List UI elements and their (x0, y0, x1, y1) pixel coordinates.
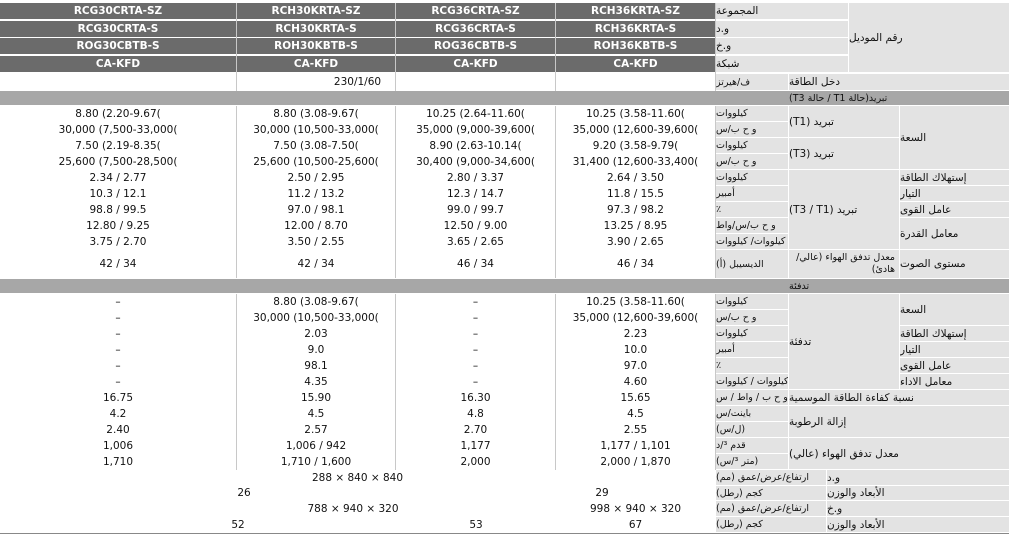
airflow-value: 1,006 (102, 439, 134, 452)
heating-capacity-unit: كيلووات (716, 294, 788, 309)
outdoor-weight-value: 52 (231, 518, 245, 531)
column-divider (236, 3, 237, 91)
model-row-label: المجموعة (716, 3, 848, 19)
indoor-weight-value: 26 (237, 487, 251, 499)
column-divider (715, 106, 716, 278)
model-number-cell: RCG30CRTA-SZ (0, 3, 236, 19)
cooling-value: 3.75 / 2.70 (89, 235, 147, 248)
cooling-value: 3.50 / 2.55 (287, 235, 345, 248)
heating-row-label: التيار (900, 342, 1009, 357)
heating-unit: ٪ (716, 358, 788, 373)
heating-capacity-value: 30,000 (10,500-33,000( (253, 311, 379, 324)
column-divider (555, 3, 556, 91)
sound-label: مستوى الصوت (900, 250, 1009, 278)
seasonal-value: 16.30 (460, 391, 491, 404)
cooling-capacity-value: 7.50 (3.08-7.50( (273, 139, 359, 152)
sound-value: 42 / 34 (297, 258, 335, 270)
heating-row-label: إستهلاك الطاقة (900, 326, 1009, 341)
cooling-value: 3.90 / 2.65 (607, 235, 664, 248)
seasonal-value: 15.90 (300, 391, 332, 404)
cooling-unit: أمبير (716, 186, 788, 201)
cooling-capacity-value: 35,000 (12,600-39,600( (572, 123, 699, 136)
seasonal-label: نسبة كفاءة الطاقة الموسمية (789, 390, 1009, 405)
indoor-dims-value: 288 × 840 × 840 (311, 471, 404, 484)
heating-value: – (472, 343, 479, 356)
model-row-label: شبكة (716, 56, 848, 72)
airflow-value: 1,710 / 1,600 (280, 455, 352, 468)
model-number-cell: ROH30KBTB-S (237, 38, 395, 54)
airflow-value: 1,006 / 942 (285, 439, 347, 452)
power-unit: ف/هيرتز (716, 74, 788, 90)
model-number-cell: CA-KFD (556, 56, 715, 72)
outdoor-dims-label-2: الأبعاد والوزن (827, 517, 1009, 532)
outdoor-weight-unit: كجم (رطل) (716, 517, 826, 532)
heating-value: 98.1 (304, 359, 328, 372)
cooling-row-label: عامل القوى (900, 202, 1009, 217)
model-number-cell: ROH36KBTB-S (556, 38, 715, 54)
cooling-t3-label: تبريد (T3) (789, 138, 899, 169)
cooling-value: 12.80 / 9.25 (86, 219, 150, 232)
outdoor-dims-label: و.خ (827, 501, 1009, 516)
cooling-value: 10.3 / 12.1 (89, 187, 147, 200)
cooling-capacity-unit: و ح ب/س (716, 122, 788, 137)
heating-capacity-value: 8.80 (3.08-9.67( (273, 295, 359, 308)
heating-capacity-unit: و ح ب/س (716, 310, 788, 325)
model-number-cell: CA-KFD (237, 56, 395, 72)
heating-value: – (472, 327, 479, 340)
cooling-value: 3.65 / 2.65 (447, 235, 504, 248)
model-number-cell: ROG36CBTB-S (396, 38, 555, 54)
cooling-capacity-label: السعة (900, 106, 1009, 169)
dehumid-value: 4.5 (627, 407, 644, 420)
cooling-capacity-value: 31,400 (12,600-33,400( (572, 155, 699, 168)
dehumid-value: 2.57 (304, 423, 328, 436)
column-divider (395, 106, 396, 278)
cooling-capacity-unit: و ح ب/س (716, 154, 788, 169)
cooling-capacity-value: 30,000 (7,500-33,000( (58, 123, 178, 136)
model-number-cell: RCG36CRTA-S (396, 21, 555, 37)
heating-capacity-value: 35,000 (12,600-39,600( (572, 311, 699, 324)
heating-group-label: تدفئة (789, 294, 899, 389)
airflow-value: 1,177 / 1,101 (600, 439, 671, 452)
model-number-cell: RCH30KRTA-S (237, 21, 395, 37)
cooling-capacity-value: 10.25 (2.64-11.60( (426, 107, 525, 120)
indoor-weight-unit: كجم (رطل) (716, 486, 826, 500)
model-number-cell: RCG36CRTA-SZ (396, 3, 555, 19)
column-divider (555, 294, 556, 470)
cooling-value: 12.00 / 8.70 (284, 219, 348, 232)
airflow-value: 1,177 (460, 439, 491, 452)
airflow-unit: قدم ³/د (716, 438, 788, 453)
cooling-capacity-value: 8.90 (2.63-10.14( (429, 139, 522, 152)
column-divider (236, 106, 237, 278)
cooling-capacity-value: 30,000 (10,500-33,000( (253, 123, 379, 136)
dehumid-value: 2.40 (106, 423, 130, 436)
indoor-dims-unit: ارتفاع/عرض/عمق (مم) (716, 470, 826, 485)
cooling-row-label: إستهلاك الطاقة (900, 170, 1009, 185)
cooling-capacity-value: 25,600 (10,500-25,600( (253, 155, 379, 168)
model-number-cell: ROG30CBTB-S (0, 38, 236, 54)
indoor-dims-label-2: الأبعاد والوزن (827, 486, 1009, 500)
cooling-value: 12.50 / 9.00 (443, 219, 508, 232)
dehumid-unit: باينت/س (716, 406, 788, 421)
heating-value: – (472, 375, 479, 388)
seasonal-value: 16.75 (102, 391, 134, 404)
dehumid-value: 2.55 (623, 423, 648, 436)
sound-unit: الديسيبل (أ) (716, 250, 788, 278)
cooling-band-label: تبريد(حالة T1 / حالة T3) (789, 92, 888, 104)
cooling-row-label: التيار (900, 186, 1009, 201)
cooling-capacity-value: 9.20 (3.58-9.79( (592, 139, 679, 152)
cooling-value: 2.50 / 2.95 (287, 171, 345, 184)
model-number-cell: CA-KFD (396, 56, 555, 72)
cooling-unit: و ح ب/س/واط (716, 218, 788, 233)
cooling-capacity-unit: كيلووات (716, 106, 788, 121)
cooling-value: 98.8 / 99.5 (89, 203, 147, 216)
cooling-t1-label: تبريد (T1) (789, 106, 899, 137)
cooling-value: 2.64 / 3.50 (607, 171, 664, 184)
column-divider (395, 294, 396, 470)
cooling-capacity-value: 8.80 (2.20-9.67( (75, 107, 161, 120)
model-number-cell: CA-KFD (0, 56, 236, 72)
heating-value: – (115, 343, 121, 356)
outdoor-dims-unit: ارتفاع/عرض/عمق (مم) (716, 501, 826, 516)
heating-capacity-value: – (115, 311, 121, 324)
heating-band-label: تدفئة (789, 280, 810, 292)
dehumid-value: 4.5 (307, 407, 325, 420)
cooling-capacity-value: 35,000 (9,000-39,600( (416, 123, 535, 136)
heating-value: – (115, 375, 121, 388)
heating-value: 97.0 (623, 359, 648, 372)
sound-value: 46 / 34 (457, 258, 494, 270)
model-number-cell: RCG30CRTA-S (0, 21, 236, 37)
model-row-label: و.خ (716, 38, 848, 54)
heating-value: 2.03 (304, 327, 328, 340)
column-divider (395, 3, 396, 91)
cooling-unit: كيلووات/ كيلووات (716, 234, 788, 249)
model-number-cell: RCH36KRTA-SZ (556, 3, 715, 19)
cooling-value: 99.0 / 99.7 (447, 203, 504, 216)
airflow-unit: (متر ³/س) (716, 454, 788, 469)
airflow-value: 1,710 (102, 455, 134, 468)
heating-unit: أمبير (716, 342, 788, 357)
airflow-value: 2,000 (460, 455, 491, 468)
heating-value: 9.0 (307, 343, 325, 356)
sound-value: 46 / 34 (617, 258, 654, 270)
power-value: 230/1/60 (333, 76, 382, 88)
seasonal-unit: و ح ب / واط / س (716, 392, 788, 403)
heating-row-label: معامل الاداء (900, 374, 1009, 389)
column-divider (715, 3, 716, 91)
dehumid-unit: (ل/س) (716, 422, 788, 437)
heating-unit: كيلووات (716, 326, 788, 341)
column-divider (236, 294, 237, 470)
cooling-capacity-value: 7.50 (2.19-8.35( (75, 139, 161, 152)
cooling-value: 97.3 / 98.2 (607, 203, 664, 216)
heating-value: – (472, 359, 479, 372)
heating-value: 10.0 (623, 343, 648, 356)
dehumid-value: 4.8 (467, 407, 484, 420)
cooling-capacity-value: 10.25 (3.58-11.60( (586, 107, 685, 120)
column-divider (555, 106, 556, 278)
model-number-cell: RCH30KRTA-SZ (237, 3, 395, 19)
cooling-value: 12.3 / 14.7 (447, 187, 504, 200)
model-number-cell: RCH36KRTA-S (556, 21, 715, 37)
outdoor-weight-value: 67 (628, 518, 643, 531)
heating-capacity-value: – (472, 295, 479, 308)
cooling-value: 2.34 / 2.77 (89, 171, 147, 184)
cooling-value: 97.0 / 98.1 (287, 203, 345, 216)
cooling-value: 13.25 / 8.95 (603, 219, 668, 232)
cooling-capacity-value: 8.80 (3.08-9.67( (273, 107, 359, 120)
cooling-unit: ٪ (716, 202, 788, 217)
dehumid-label: إزالة الرطوبة (789, 406, 1009, 437)
cooling-unit: كيلووات (716, 170, 788, 185)
cooling-group-label: تبريد (T3 / T1) (789, 170, 899, 249)
heating-capacity-value: – (115, 295, 121, 308)
sound-value: 42 / 34 (99, 258, 137, 270)
heating-value: 2.23 (623, 327, 648, 340)
heating-unit: كيلووات / كيلووات (716, 376, 788, 387)
heating-value: – (115, 327, 121, 340)
heating-value: – (115, 359, 121, 372)
dehumid-value: 4.2 (109, 407, 127, 420)
cooling-capacity-value: 30,400 (9,000-34,600( (416, 155, 535, 168)
cooling-value: 11.2 / 13.2 (287, 187, 345, 200)
outdoor-dims-value: 788 × 940 × 320 (307, 502, 399, 515)
heating-capacity-value: – (472, 311, 479, 324)
cooling-capacity-value: 25,600 (7,500-28,500( (58, 155, 178, 168)
outdoor-weight-value: 53 (469, 518, 483, 531)
cooling-capacity-unit: كيلووات (716, 138, 788, 153)
heating-value: 4.60 (623, 375, 648, 388)
power-label: دخل الطاقة (789, 74, 1009, 90)
airflow-value: 2,000 / 1,870 (600, 455, 671, 468)
cooling-value: 11.8 / 15.5 (607, 187, 664, 200)
indoor-dims-label: و.د (827, 470, 1009, 485)
airflow-label: معدل تدفق الهواء (عالي) (789, 438, 1009, 469)
heating-row-label: عامل القوى (900, 358, 1009, 373)
model-row-label: و.د (716, 21, 848, 37)
indoor-weight-value: 29 (595, 487, 609, 499)
seasonal-value: 15.65 (620, 391, 651, 404)
dehumid-value: 2.70 (463, 423, 488, 436)
outdoor-dims-value: 998 × 940 × 320 (589, 502, 682, 515)
heating-capacity-value: 10.25 (3.58-11.60( (586, 295, 685, 308)
heating-value: 4.35 (304, 375, 328, 388)
cooling-efficiency-label: معامل القدرة (900, 218, 1009, 249)
sound-sublabel: معدل تدفق الهواء (عالي/ هادئ) (789, 250, 899, 278)
column-divider (715, 294, 716, 470)
cooling-value: 2.80 / 3.37 (447, 171, 504, 184)
model-number-label: رقم الموديل (849, 3, 1009, 72)
heating-capacity-label: السعة (900, 294, 1009, 325)
